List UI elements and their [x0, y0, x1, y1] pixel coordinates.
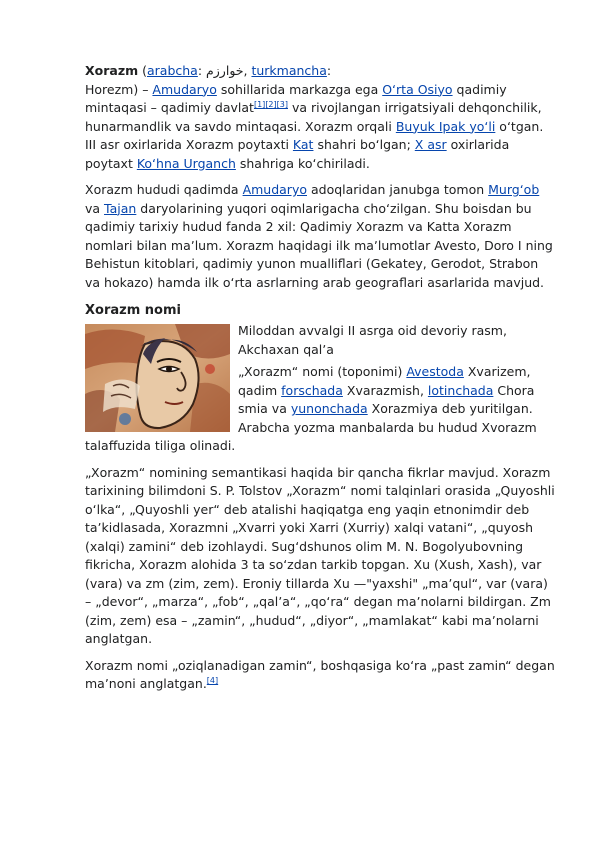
article-title: Xorazm	[85, 63, 139, 78]
ref-4[interactable]: [4]	[206, 675, 219, 685]
wall-painting-illustration	[85, 324, 230, 432]
ref-1[interactable]: [1]	[253, 99, 266, 109]
toponym-paragraph: „Xorazm“ nomi (toponimi) Avestoda Xvarizem, qadim forschada Xvarazmish, lotinchada Chora smia va yunonchada Xorazmiya deb yuritilgan. Arabcha yozma manbalarda bu hudud Xvorazm talaffuzida tiliga olinadi.	[85, 364, 537, 453]
section-heading-name: Xorazm nomi	[85, 303, 181, 318]
amudaryo-link[interactable]: Amudaryo	[152, 81, 217, 97]
ref-3[interactable]: [3]	[276, 99, 288, 109]
silk-road-link[interactable]: Buyuk Ipak yoʻli	[395, 118, 496, 134]
avesto-link[interactable]: Avestoda	[406, 364, 464, 379]
arabic-script-name: خوارزم	[206, 63, 244, 78]
figure-caption: Miloddan avvalgi II asrga oid devoriy rasm, Akchaxan qalʼa	[238, 323, 507, 357]
meaning-paragraph: Xorazm nomi „oziqlanadigan zamin“, boshqasiga koʻra „past zamin“ degan maʼnoni anglatgan.[4]	[85, 657, 555, 691]
murgob-link[interactable]: Murgʻob	[488, 182, 540, 197]
amudaryo-link-2[interactable]: Amudaryo	[242, 182, 307, 197]
tenth-century-link[interactable]: X asr	[414, 137, 447, 152]
central-asia-link[interactable]: Oʻrta Osiyo	[382, 81, 453, 97]
old-persian-link[interactable]: forschada	[281, 382, 343, 398]
kat-link[interactable]: Kat	[292, 137, 314, 152]
old-urgench-link[interactable]: Koʻhna Urganch	[136, 155, 236, 171]
intro-paragraph: Xorazm (arabcha: خوارزم, turkmancha: Horezm) – Amudaryo sohillarida markazga ega Oʻrta Osiyo qadimiy mintaqasi – qadimiy davlat[1][2][3] va rivojlangan irrigatsiyali dehqonchilik, hunarmandlik va savdo mintaqasi. Xorazm orqali Buyuk Ipak yoʻli oʻtgan. III asr oxirlarida Xorazm poytaxti Kat shahri boʻlgan; X asr oxirlarida poytaxt Koʻhna Urganch shahriga koʻchiriladi.	[85, 63, 544, 171]
turkmen-language-link[interactable]: turkmancha	[251, 63, 327, 78]
greek-link[interactable]: yunonchada	[290, 401, 368, 416]
arabic-language-link[interactable]: arabcha	[146, 63, 198, 78]
tajan-link[interactable]: Tajan	[104, 200, 137, 216]
geography-paragraph: Xorazm hududi qadimda Amudaryo adoqlaridan janubga tomon Murgʻob va Tajan daryolarining yuqori oqimlarigacha choʻzilgan. Shu boisdan bu qadimiy tarixiy hudud fanda 2 xil: Qadimiy Xorazm va Katta Xorazm nomlari bilan maʼlum. Xorazm haqidagi ilk maʼlumotlar Avesto, Doro I ning Behistun kitoblari, qadimiy yunon mualliflari (Gekatey, Gerodot, Strabon va hokazo) hamda ilk oʻrta asrlarning arab geograflari asarlarida mavjud.	[85, 182, 553, 290]
semantics-paragraph: „Xorazm“ nomining semantikasi haqida bir qancha fikrlar mavjud. Xorazm tarixining bilimdoni S. P. Tolstov „Xorazm“ nomi talqinlari orasida „Quyoshli oʻlka“, „Quyoshli yer“ deb atalishi haqiqatga eng yaqin etnonimdir deb taʼkidlasada, Xorazmni „Xvarri yoki Xarri (Xurriy) xalqi vatani“, „quyosh (xalqi) zamini“ deb izohlaydi. Sugʻdshunos olim M. N. Bogolyubovning fikricha, Xorazm alohida 3 ta soʻzdan tarkib topgan. Xu (Xush, Xash), var (vara) va zm (zim, zem). Eroniy tillarda Xu —"yaxshi" „maʼqul“, var (vara) – „devor“, „marza“, „fob“, „qalʼa“, „qoʻra“ degan maʼnolarni bildirgan. Zm (zim, zem) esa – „zamin“, „hudud“, „diyor“, „mamlakat“ kabi maʼnolarni anglatgan.	[85, 464, 555, 646]
ref-2[interactable]: [2]	[265, 99, 277, 109]
latin-link[interactable]: lotinchada	[427, 382, 494, 398]
article-body	[85, 62, 555, 702]
wall-painting-image[interactable]	[85, 324, 230, 432]
